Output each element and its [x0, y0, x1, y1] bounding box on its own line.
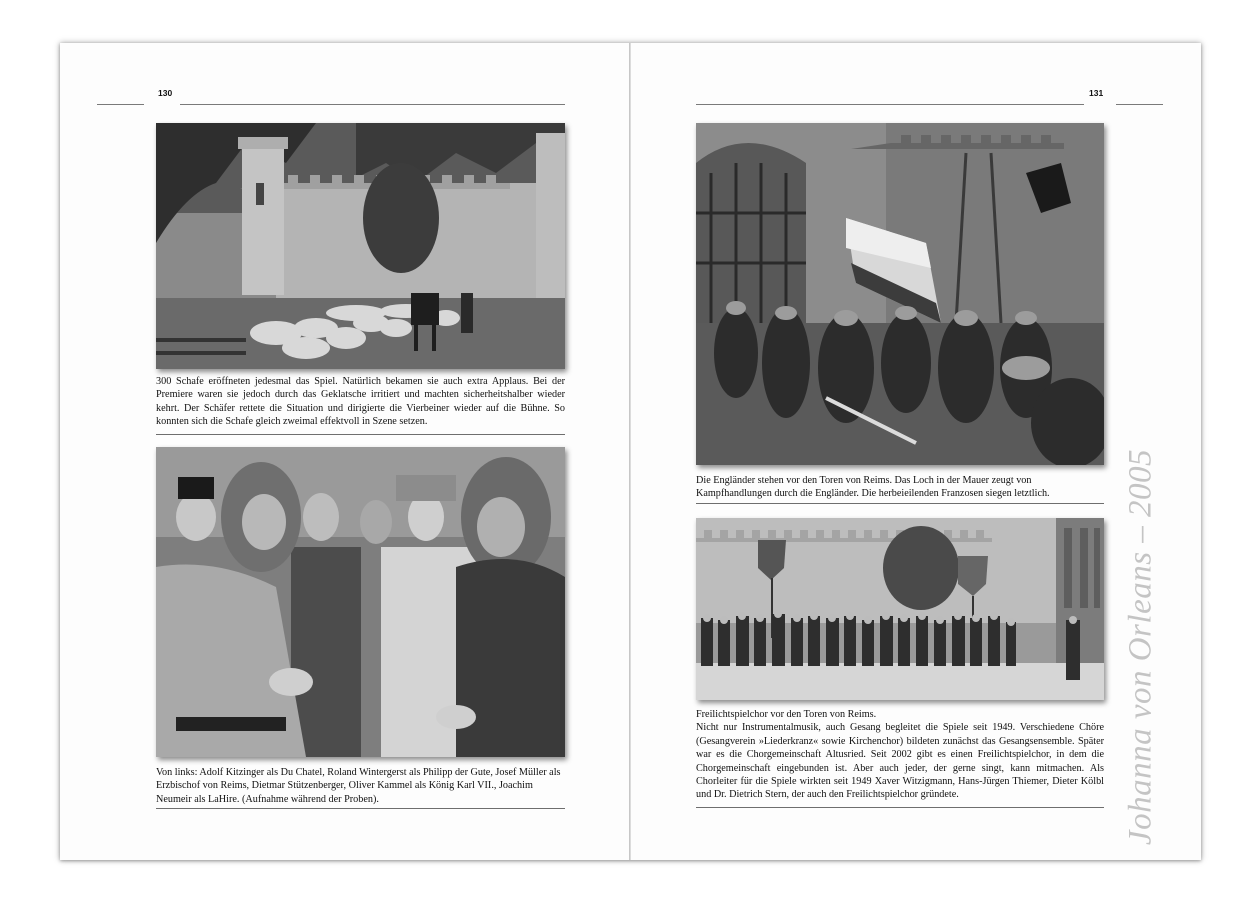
header-rule-long [696, 104, 1084, 105]
page-number-left: 130 [158, 88, 173, 98]
header-rule-short [1116, 104, 1163, 105]
caption-rule [696, 503, 1104, 504]
photo-english-soldiers [696, 123, 1104, 465]
caption-knights: Von links: Adolf Kitzinger als Du Chatel, Roland Wintergerst als Philipp der Gute, Josef Müller als Erzbischof von Reims, Dietmar Stützenberger, Oliver Kammel als König Karl VII., Joachim Neumeir als LaHire. (Aufnahme während der Proben). [156, 767, 561, 805]
caption-rule [156, 808, 565, 809]
caption-choir-body: Nicht nur Instrumentalmusik, auch Gesang begleitet die Spiele seit 1949. Verschiedene Chöre (Gesangverein »Liederkranz« sowie Kirchenchor) bildeten zunächst das Gesangsensemble. Später war es die Chorgemeinschaft Altusried. Seit 2002 gibt es einen Freilichtspielchor, in dem die Chorgemeinschaft eingebunden ist. Aber auch jeder, der gerne singt, kann mitmachen. Als Chorleiter für die Spiele wirkten seit 1949 Xaver Witzigmann, Hans-Jürgen Thiemer, Dieter Kölbl und Dr. Dietrich Stern, der auch den Freilichtspielchor gründete. [696, 722, 1104, 801]
book-spread [60, 43, 1201, 860]
header-rule-short [97, 104, 144, 105]
chapter-side-title: Johanna von Orleans – 2005 [1122, 448, 1159, 846]
caption-choir [696, 708, 1104, 802]
right-page [631, 43, 1201, 860]
left-page [60, 43, 630, 860]
caption-choir-title: Freilichtspielchor vor den Toren von Reims. [696, 709, 877, 720]
caption-rule [696, 807, 1104, 808]
photo-choir-reims [696, 518, 1104, 700]
caption-english: Die Engländer stehen vor den Toren von Reims. Das Loch in der Mauer zeugt von Kampfhandlungen durch die Engländer. Die herbeieilenden Franzosen siegen letztlich. [696, 475, 1050, 500]
photo-sheep-castle [156, 123, 565, 369]
photo-knights-rehearsal [156, 447, 565, 757]
caption-rule [156, 434, 565, 435]
page-number-right: 131 [1089, 88, 1104, 98]
caption-sheep: 300 Schafe eröffneten jedesmal das Spiel. Natürlich bekamen sie auch extra Applaus. Bei der Premiere waren sie jedoch durch das Geklatsche irritiert und machten sicherheitshalber wieder kehrt. Der Schäfer rettete die Situation und dirigierte die Vierbeiner wieder auf die Bühne. So konnten sich die Schafe gleich zweimal effektvoll in Szene setzen. [156, 376, 565, 428]
header-rule-long [180, 104, 565, 105]
